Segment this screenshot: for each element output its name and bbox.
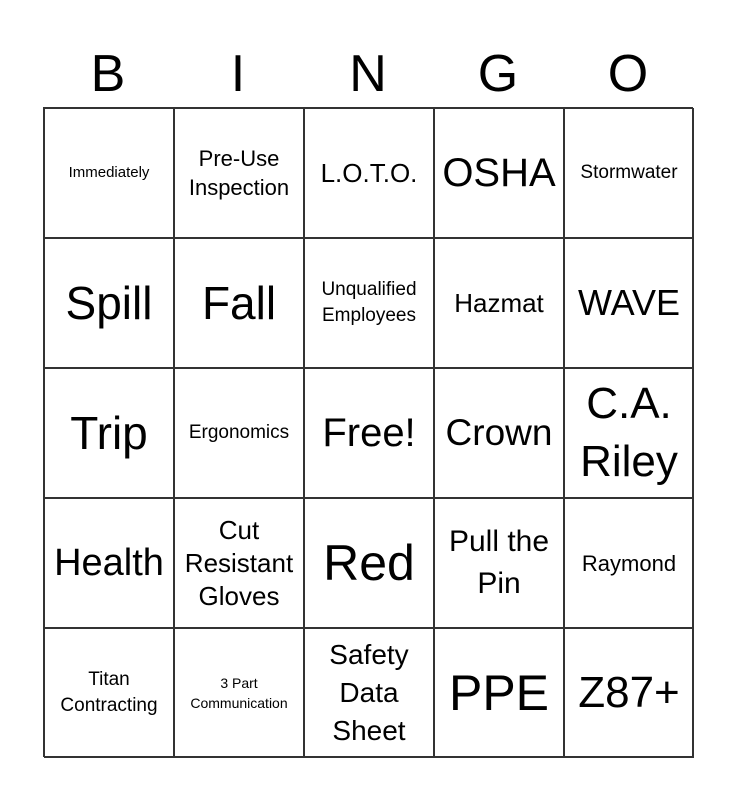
cell-label: Free! [322,411,416,455]
bingo-cell[interactable] [304,498,434,628]
bingo-cell[interactable] [174,368,304,498]
bingo-cell[interactable] [564,238,694,368]
bingo-cell[interactable] [434,498,564,628]
cell-label: Unqualified Employees [321,279,417,326]
header-letter-g: G [477,45,519,103]
cell-label: WAVE [577,282,680,323]
bingo-cell[interactable] [564,628,694,758]
cell-label: Cut Resistant Gloves [184,514,294,611]
cell-label: Red [323,535,415,591]
cell-label: Trip [70,407,148,459]
cell-label: Stormwater [580,162,678,183]
cell-label: Pull the Pin [448,525,550,600]
cell-label: Spill [65,277,153,329]
cell-label: 3 Part Communication [190,675,288,711]
cell-label: Z87+ [578,668,680,717]
bingo-cell[interactable] [174,628,304,758]
cell-label: Crown [445,412,553,453]
bingo-cell[interactable] [434,238,564,368]
bingo-cell[interactable] [304,108,434,238]
cell-label: Fall [201,277,277,329]
bingo-cell[interactable] [434,108,564,238]
header-letter-i: I [230,45,246,103]
cell-label: OSHA [442,151,556,195]
bingo-cell[interactable] [304,238,434,368]
bingo-cell[interactable] [564,498,694,628]
cell-label: Pre-Use Inspection [188,146,290,200]
cell-label: Health [54,542,164,584]
bingo-header [43,40,693,108]
cell-label: Safety Data Sheet [329,639,409,746]
bingo-cell[interactable] [174,498,304,628]
bingo-cell[interactable] [304,628,434,758]
bingo-cell[interactable] [174,108,304,238]
header-letter-o: O [607,45,649,103]
cell-label: Titan Contracting [60,669,158,716]
bingo-cell[interactable] [174,238,304,368]
cell-label: PPE [448,665,550,721]
bingo-card-grid [43,107,693,757]
bingo-cell[interactable] [304,368,434,498]
cell-label: Ergonomics [188,422,290,443]
bingo-cell[interactable] [44,498,174,628]
bingo-cell[interactable] [44,628,174,758]
cell-label: Raymond [581,550,677,576]
cell-label: C.A. Riley [580,379,678,486]
cell-label: L.O.T.O. [320,158,418,188]
cell-label: Immediately [68,164,150,181]
bingo-cell[interactable] [434,368,564,498]
bingo-cell[interactable] [44,368,174,498]
cell-label: Hazmat [454,288,544,318]
header-letter-n: N [349,45,387,103]
bingo-cell[interactable] [44,238,174,368]
bingo-cell[interactable] [434,628,564,758]
bingo-cell[interactable] [564,108,694,238]
bingo-cell[interactable] [44,108,174,238]
header-letter-b: B [90,45,126,103]
bingo-cell[interactable] [564,368,694,498]
